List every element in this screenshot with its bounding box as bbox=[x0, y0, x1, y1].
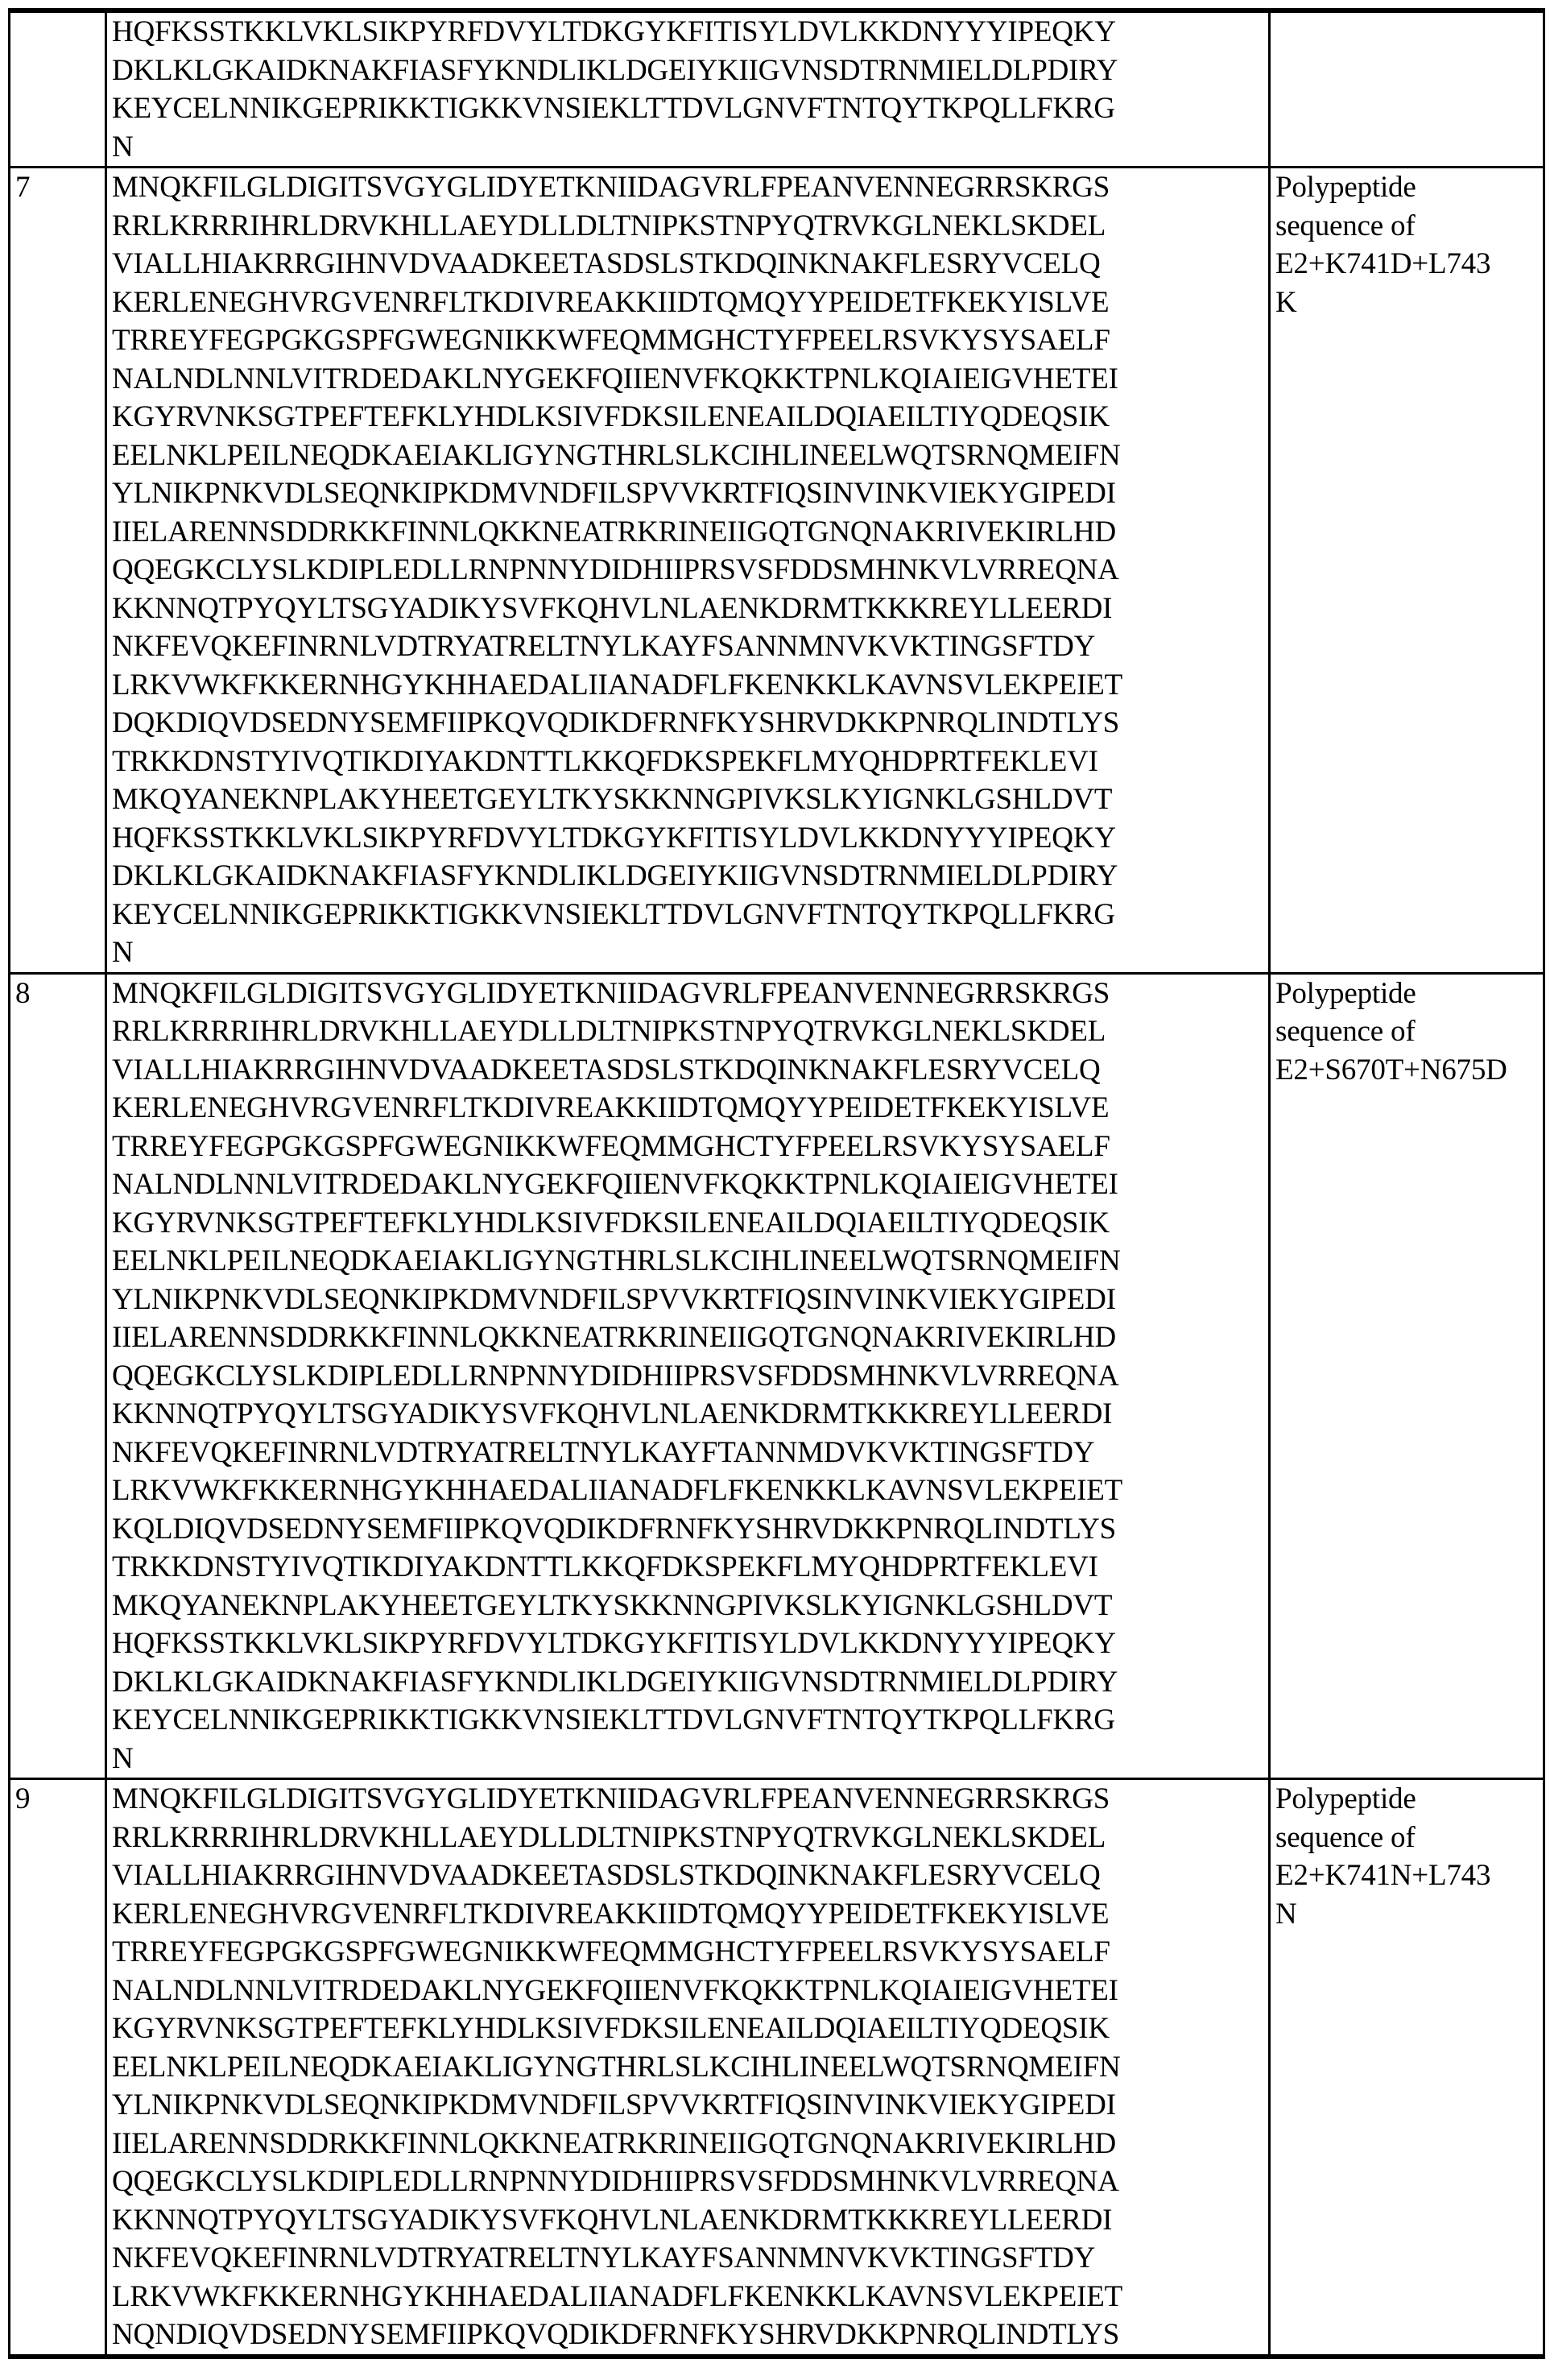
description-line: N bbox=[1275, 1895, 1538, 1934]
sequence-line: QQEGKCLYSLKDIPLEDLLRNPNNYDIDHIIPRSVSFDDSMHNKVLVRREQNA bbox=[112, 2163, 1263, 2201]
sequence-line: KEYCELNNIKGEPRIKKTIGKKVNSIEKLTTDVLGNVFTNTQYTKPQLLFKRG bbox=[112, 89, 1263, 128]
sequence-line: IIELARENNSDDRKKFINNLQKKNEATRKRINEIIGQTGNQNAKRIVEKIRLHD bbox=[112, 513, 1263, 552]
description-line: sequence of bbox=[1275, 1012, 1538, 1051]
description-cell bbox=[1270, 973, 1544, 1779]
sequence-line: EELNKLPEILNEQDKAEIAKLIGYNGTHRLSLKCIHLINEELWQTSRNQMEIFN bbox=[112, 1242, 1263, 1281]
sequence-line: YLNIKPNKVDLSEQNKIPKDMVNDFILSPVVKRTFIQSINVINKVIEKYGIPEDI bbox=[112, 474, 1263, 513]
sequence-line: KQLDIQVDSEDNYSEMFIIPKQVQDIKDFRNFKYSHRVDKKPNRQLINDTLYS bbox=[112, 1510, 1263, 1549]
sequence-line: HQFKSSTKKLVKLSIKPYRFDVYLTDKGYKFITISYLDVLKKDNYYYIPEQKY bbox=[112, 1625, 1263, 1663]
sequence-line: N bbox=[112, 1740, 1263, 1778]
sequence-cell bbox=[106, 168, 1270, 974]
description-line: E2+S670T+N675D bbox=[1275, 1051, 1538, 1090]
description-line: sequence of bbox=[1275, 1819, 1538, 1857]
sequence-line: QQEGKCLYSLKDIPLEDLLRNPNNYDIDHIIPRSVSFDDSMHNKVLVRREQNA bbox=[112, 1357, 1263, 1396]
table-row bbox=[10, 973, 1544, 1779]
table-row bbox=[10, 1779, 1544, 2357]
sequence-line: IIELARENNSDDRKKFINNLQKKNEATRKRINEIIGQTGNQNAKRIVEKIRLHD bbox=[112, 2125, 1263, 2163]
sequence-line: NQNDIQVDSEDNYSEMFIIPKQVQDIKDFRNFKYSHRVDKKPNRQLINDTLYS bbox=[112, 2316, 1263, 2354]
sequence-line: EELNKLPEILNEQDKAEIAKLIGYNGTHRLSLKCIHLINEELWQTSRNQMEIFN bbox=[112, 2048, 1263, 2087]
sequence-line: KERLENEGHVRGVENRFLTKDIVREAKKIIDTQMQYYPEIDETFKEKYISLVE bbox=[112, 1895, 1263, 1934]
sequence-line: LRKVWKFKKERNHGYKHHAEDALIIANADFLFKENKKLKAVNSVLEKPEIET bbox=[112, 1471, 1263, 1510]
description-line: E2+K741N+L743 bbox=[1275, 1856, 1538, 1895]
sequence-line: NKFEVQKEFINRNLVDTRYATRELTNYLKAYFTANNMDVKVKTINGSFTDY bbox=[112, 1434, 1263, 1472]
sequence-line: TRKKDNSTYIVQTIKDIYAKDNTTLKKQFDKSPEKFLMYQHDPRTFEKLEVI bbox=[112, 743, 1263, 781]
sequence-line: LRKVWKFKKERNHGYKHHAEDALIIANADFLFKENKKLKAVNSVLEKPEIET bbox=[112, 666, 1263, 705]
sequence-line: RRLKRRRIHRLDRVKHLLAEYDLLDLTNIPKSTNPYQTRVKGLNEKLSKDEL bbox=[112, 1012, 1263, 1051]
sequence-line: NALNDLNNLVITRDEDAKLNYGEKFQIIENVFKQKKTPNLKQIAIEIGVHETEI bbox=[112, 1165, 1263, 1204]
sequence-line: KKNNQTPYQYLTSGYADIKYSVFKQHVLNLAENKDRMTKKKREYLLEERDI bbox=[112, 2201, 1263, 2240]
sequence-line: YLNIKPNKVDLSEQNKIPKDMVNDFILSPVVKRTFIQSINVINKVIEKYGIPEDI bbox=[112, 2086, 1263, 2125]
seq-id-no-cell: 8 bbox=[10, 973, 106, 1779]
sequence-line: NKFEVQKEFINRNLVDTRYATRELTNYLKAYFSANNMNVKVKTINGSFTDY bbox=[112, 2239, 1263, 2278]
sequence-line: DQKDIQVDSEDNYSEMFIIPKQVQDIKDFRNFKYSHRVDKKPNRQLINDTLYS bbox=[112, 704, 1263, 743]
sequence-line: TRREYFEGPGKGSPFGWEGNIKKWFEQMMGHCTYFPEELRSVKYSYSAELF bbox=[112, 1128, 1263, 1166]
sequence-line: MNQKFILGLDIGITSVGYGLIDYETKNIIDAGVRLFPEANVENNEGRRSKRGS bbox=[112, 168, 1263, 207]
description-line: K bbox=[1275, 284, 1538, 322]
sequence-line: VIALLHIAKRRGIHNVDVAADKEETASDSLSTKDQINKNAKFLESRYVCELQ bbox=[112, 1856, 1263, 1895]
sequence-table bbox=[8, 8, 1545, 2359]
sequence-line: HQFKSSTKKLVKLSIKPYRFDVYLTDKGYKFITISYLDVLKKDNYYYIPEQKY bbox=[112, 819, 1263, 858]
sequence-line: KEYCELNNIKGEPRIKKTIGKKVNSIEKLTTDVLGNVFTNTQYTKPQLLFKRG bbox=[112, 1701, 1263, 1740]
description-line: E2+K741D+L743 bbox=[1275, 245, 1538, 284]
sequence-line: VIALLHIAKRRGIHNVDVAADKEETASDSLSTKDQINKNAKFLESRYVCELQ bbox=[112, 1051, 1263, 1090]
sequence-line: QQEGKCLYSLKDIPLEDLLRNPNNYDIDHIIPRSVSFDDSMHNKVLVRREQNA bbox=[112, 551, 1263, 590]
sequence-line: KEYCELNNIKGEPRIKKTIGKKVNSIEKLTTDVLGNVFTNTQYTKPQLLFKRG bbox=[112, 896, 1263, 934]
description-line: Polypeptide bbox=[1275, 1780, 1538, 1819]
sequence-line: KKNNQTPYQYLTSGYADIKYSVFKQHVLNLAENKDRMTKKKREYLLEERDI bbox=[112, 1395, 1263, 1434]
sequence-line: RRLKRRRIHRLDRVKHLLAEYDLLDLTNIPKSTNPYQTRVKGLNEKLSKDEL bbox=[112, 207, 1263, 246]
sequence-line: MNQKFILGLDIGITSVGYGLIDYETKNIIDAGVRLFPEANVENNEGRRSKRGS bbox=[112, 1780, 1263, 1819]
sequence-line: MKQYANEKNPLAKYHEETGEYLTKYSKKNNGPIVKSLKYIGNKLGSHLDVT bbox=[112, 780, 1263, 819]
sequence-line: RRLKRRRIHRLDRVKHLLAEYDLLDLTNIPKSTNPYQTRVKGLNEKLSKDEL bbox=[112, 1819, 1263, 1857]
sequence-line: DKLKLGKAIDKNAKFIASFYKNDLIKLDGEIYKIIGVNSDTRNMIELDLPDIRY bbox=[112, 857, 1263, 896]
sequence-line: N bbox=[112, 128, 1263, 167]
table-row bbox=[10, 10, 1544, 168]
sequence-line: IIELARENNSDDRKKFINNLQKKNEATRKRINEIIGQTGNQNAKRIVEKIRLHD bbox=[112, 1318, 1263, 1357]
sequence-line: TRREYFEGPGKGSPFGWEGNIKKWFEQMMGHCTYFPEELRSVKYSYSAELF bbox=[112, 1933, 1263, 1972]
sequence-line: DKLKLGKAIDKNAKFIASFYKNDLIKLDGEIYKIIGVNSDTRNMIELDLPDIRY bbox=[112, 52, 1263, 90]
sequence-line: MNQKFILGLDIGITSVGYGLIDYETKNIIDAGVRLFPEANVENNEGRRSKRGS bbox=[112, 975, 1263, 1013]
sequence-line: TRKKDNSTYIVQTIKDIYAKDNTTLKKQFDKSPEKFLMYQHDPRTFEKLEVI bbox=[112, 1548, 1263, 1587]
sequence-cell bbox=[106, 973, 1270, 1779]
sequence-line: EELNKLPEILNEQDKAEIAKLIGYNGTHRLSLKCIHLINEELWQTSRNQMEIFN bbox=[112, 437, 1263, 475]
sequence-cell bbox=[106, 1779, 1270, 2357]
sequence-line: HQFKSSTKKLVKLSIKPYRFDVYLTDKGYKFITISYLDVLKKDNYYYIPEQKY bbox=[112, 13, 1263, 52]
description-cell bbox=[1270, 168, 1544, 974]
sequence-line: YLNIKPNKVDLSEQNKIPKDMVNDFILSPVVKRTFIQSINVINKVIEKYGIPEDI bbox=[112, 1281, 1263, 1319]
sequence-line: KERLENEGHVRGVENRFLTKDIVREAKKIIDTQMQYYPEIDETFKEKYISLVE bbox=[112, 284, 1263, 322]
description-line: Polypeptide bbox=[1275, 168, 1538, 207]
sequence-line: LRKVWKFKKERNHGYKHHAEDALIIANADFLFKENKKLKAVNSVLEKPEIET bbox=[112, 2278, 1263, 2316]
sequence-line: KERLENEGHVRGVENRFLTKDIVREAKKIIDTQMQYYPEIDETFKEKYISLVE bbox=[112, 1089, 1263, 1128]
description-line: Polypeptide bbox=[1275, 975, 1538, 1013]
description-cell bbox=[1270, 1779, 1544, 2357]
seq-id-no-cell: 7 bbox=[10, 168, 106, 974]
sequence-line: KGYRVNKSGTPEFTEFKLYHDLKSIVFDKSILENEAILDQIAEILTIYQDEQSIK bbox=[112, 398, 1263, 437]
sequence-line: N bbox=[112, 933, 1263, 972]
sequence-line: NALNDLNNLVITRDEDAKLNYGEKFQIIENVFKQKKTPNLKQIAIEIGVHETEI bbox=[112, 360, 1263, 399]
sequence-line: NKFEVQKEFINRNLVDTRYATRELTNYLKAYFSANNMNVKVKTINGSFTDY bbox=[112, 627, 1263, 666]
description-cell bbox=[1270, 10, 1544, 168]
sequence-cell bbox=[106, 10, 1270, 168]
seq-id-no-cell: 9 bbox=[10, 1779, 106, 2357]
description-line: sequence of bbox=[1275, 207, 1538, 246]
sequence-line: KKNNQTPYQYLTSGYADIKYSVFKQHVLNLAENKDRMTKKKREYLLEERDI bbox=[112, 590, 1263, 628]
sequence-table-body bbox=[10, 10, 1544, 2357]
sequence-line: KGYRVNKSGTPEFTEFKLYHDLKSIVFDKSILENEAILDQIAEILTIYQDEQSIK bbox=[112, 2010, 1263, 2048]
sequence-line: TRREYFEGPGKGSPFGWEGNIKKWFEQMMGHCTYFPEELRSVKYSYSAELF bbox=[112, 321, 1263, 360]
sequence-line: VIALLHIAKRRGIHNVDVAADKEETASDSLSTKDQINKNAKFLESRYVCELQ bbox=[112, 245, 1263, 284]
sequence-line: DKLKLGKAIDKNAKFIASFYKNDLIKLDGEIYKIIGVNSDTRNMIELDLPDIRY bbox=[112, 1663, 1263, 1702]
table-row bbox=[10, 168, 1544, 974]
sequence-line: KGYRVNKSGTPEFTEFKLYHDLKSIVFDKSILENEAILDQIAEILTIYQDEQSIK bbox=[112, 1204, 1263, 1243]
sequence-line: NALNDLNNLVITRDEDAKLNYGEKFQIIENVFKQKKTPNLKQIAIEIGVHETEI bbox=[112, 1972, 1263, 2010]
seq-id-no-cell bbox=[10, 10, 106, 168]
sequence-line: MKQYANEKNPLAKYHEETGEYLTKYSKKNNGPIVKSLKYIGNKLGSHLDVT bbox=[112, 1587, 1263, 1625]
